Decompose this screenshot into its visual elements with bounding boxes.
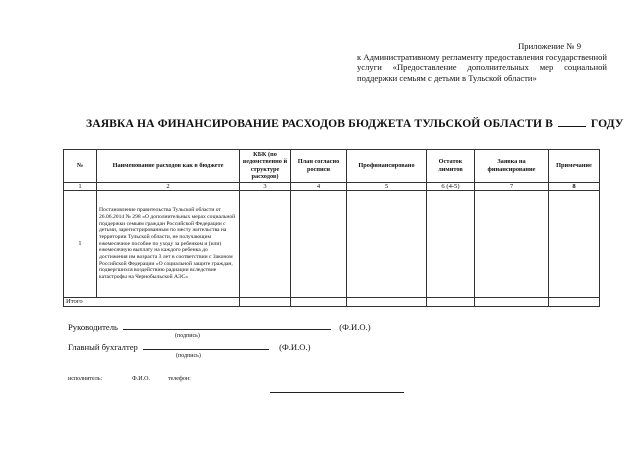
col-header-remaining: Остаток лимитов <box>427 150 475 183</box>
title-text: ЗАЯВКА НА ФИНАНСИРОВАНИЕ РАСХОДОВ БЮДЖЕТА ТУЛЬСКОЙ ОБЛАСТИ В <box>86 117 553 130</box>
header-row <box>64 150 600 183</box>
row-kbk-cell <box>240 191 291 298</box>
col-header-plan: План согласно росписи <box>291 150 347 183</box>
accountant-signature-blank <box>143 341 269 350</box>
col-number: 7 <box>475 182 549 190</box>
row-plan-cell <box>291 191 347 298</box>
total-cell <box>347 298 427 307</box>
row-request-cell <box>475 191 549 298</box>
table-row <box>64 191 600 298</box>
executor-label: исполнитель: <box>68 376 103 382</box>
executor-phone: телефон: <box>168 376 191 382</box>
accountant-signature-line <box>68 341 311 352</box>
row-financed-cell <box>347 191 427 298</box>
title-year-suffix: ГОДУ <box>590 117 624 130</box>
col-header-note: Примечание <box>549 150 600 183</box>
budget-request-table <box>63 149 600 307</box>
col-number: 5 <box>347 182 427 190</box>
head-signature-line <box>68 321 371 332</box>
col-number: 6 (4-5) <box>427 182 475 190</box>
head-sign-caption: (подпись) <box>175 333 200 339</box>
total-label: Итого <box>64 298 240 307</box>
row-description: Постановление правительства Тульской области от 26.06.2014 № 298 «О дополнительных мерах социальной поддержки семьям граждан Российской Федерации с детьми, зарегистрированным по месту жительства на территории Тульской области, не получающим ежемесячное пособие по уходу за ребенком и (или) ежемесячную выплату на каждого ребенка до достижения им возраста 3 лет в соответствии с Законом Российской Федерации «О социальной защите граждан, подвергшихся воздействию радиации вследствие катастрофы на Чернобыльской АЭС» <box>97 191 240 298</box>
accountant-label: Главный бухгалтер <box>68 342 138 352</box>
total-cell <box>475 298 549 307</box>
accountant-sign-caption: (подпись) <box>176 353 201 359</box>
col-header-request: Заявка на финансирование <box>475 150 549 183</box>
column-numbers-row <box>64 182 600 190</box>
executor-line <box>270 392 404 393</box>
year-blank <box>558 116 586 127</box>
col-header-number: № <box>64 150 97 183</box>
appendix-text: к Административному регламенту предоставления государственной услуги «Предоставление дополнительных мер социальной поддержки семьям с детьми в Тульской области» <box>357 51 607 83</box>
col-header-kbk: КБК (по ведомственно й структуре расходов) <box>240 150 291 183</box>
head-signature-blank <box>123 321 331 330</box>
row-note-cell <box>549 191 600 298</box>
document-title <box>86 116 624 130</box>
col-header-financed: Профинансировано <box>347 150 427 183</box>
col-number: 1 <box>64 182 97 190</box>
col-number: 4 <box>291 182 347 190</box>
executor-fio: Ф.И.О. <box>132 376 150 382</box>
row-remaining-cell <box>427 191 475 298</box>
total-cell <box>427 298 475 307</box>
head-fio: (Ф.И.О.) <box>339 322 371 332</box>
row-number: 1 <box>64 191 97 298</box>
appendix-block <box>357 41 607 83</box>
accountant-fio: (Ф.И.О.) <box>279 342 311 352</box>
total-row <box>64 298 600 307</box>
appendix-title: Приложение № 9 <box>518 41 581 51</box>
total-cell <box>240 298 291 307</box>
col-number: 8 <box>549 182 600 190</box>
col-header-name: Наименование расходов как в бюджете <box>97 150 240 183</box>
total-cell <box>549 298 600 307</box>
col-number: 2 <box>97 182 240 190</box>
col-number: 3 <box>240 182 291 190</box>
total-cell <box>291 298 347 307</box>
head-label: Руководитель <box>68 322 118 332</box>
